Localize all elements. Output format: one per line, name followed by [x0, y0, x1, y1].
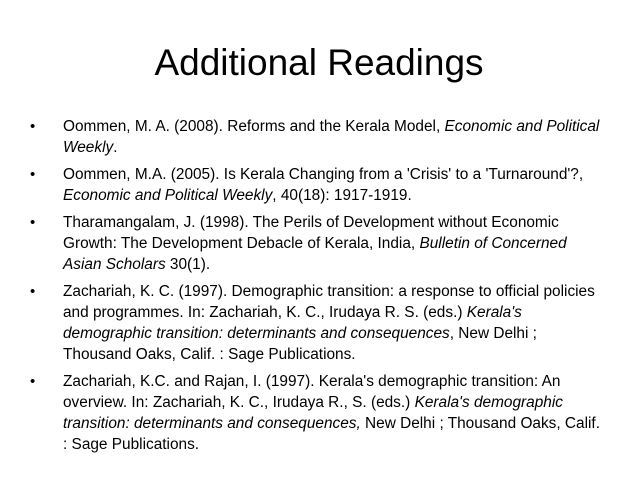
- reference-text: 30(1).: [165, 256, 211, 273]
- bullet-icon: •: [30, 283, 36, 300]
- reference-text: New Delhi ; Thousand Oaks, Calif. : Sage Publications.: [63, 415, 600, 453]
- reference-title-italic: Economic and Political Weekly: [63, 187, 273, 204]
- reference-text: , 40(18): 1917-1919.: [272, 187, 412, 204]
- reference-text: Zachariah, K.C. and Rajan, I. (1997). Kerala's demographic transition: An overview. In: Zachariah, K. C., Irudaya R., S. (eds.): [63, 373, 561, 411]
- reference-title-italic: Bulletin of Concerned Asian Scholars: [63, 235, 567, 273]
- reference-text: , New Delhi ; Thousand Oaks, Calif. : Sage Publications.: [63, 325, 537, 363]
- reference-item: [30, 281, 602, 365]
- reference-title-italic: Economic and Political Weekly: [63, 118, 600, 156]
- reference-item: [30, 116, 602, 158]
- reference-text: .: [113, 139, 118, 156]
- reference-text: Oommen, M.A. (2005). Is Kerala Changing from a 'Crisis' to a 'Turnaround'?,: [63, 166, 584, 183]
- reference-item: [30, 212, 602, 275]
- bullet-icon: •: [30, 166, 36, 183]
- bullet-icon: •: [30, 373, 36, 390]
- reference-list: [30, 116, 602, 461]
- slide-title: Additional Readings: [154, 42, 484, 83]
- reference-text: Zachariah, K. C. (1997). Demographic transition: a response to official policies and programmes. In: Zachariah, K. C., Irudaya R. S. (eds.): [63, 283, 595, 321]
- bullet-icon: •: [30, 214, 36, 231]
- reference-text: Oommen, M. A. (2008). Reforms and the Kerala Model,: [63, 118, 445, 135]
- reference-item: [30, 371, 602, 455]
- bullet-icon: •: [30, 118, 36, 135]
- reference-title-italic: Kerala's demographic transition: determinants and consequences,: [63, 394, 563, 432]
- reference-text: Tharamangalam, J. (1998). The Perils of Development without Economic Growth: The Development Debacle of Kerala, India,: [63, 214, 559, 252]
- reference-title-italic: Kerala's demographic transition: determinants and consequences: [63, 304, 522, 342]
- reference-item: [30, 164, 602, 206]
